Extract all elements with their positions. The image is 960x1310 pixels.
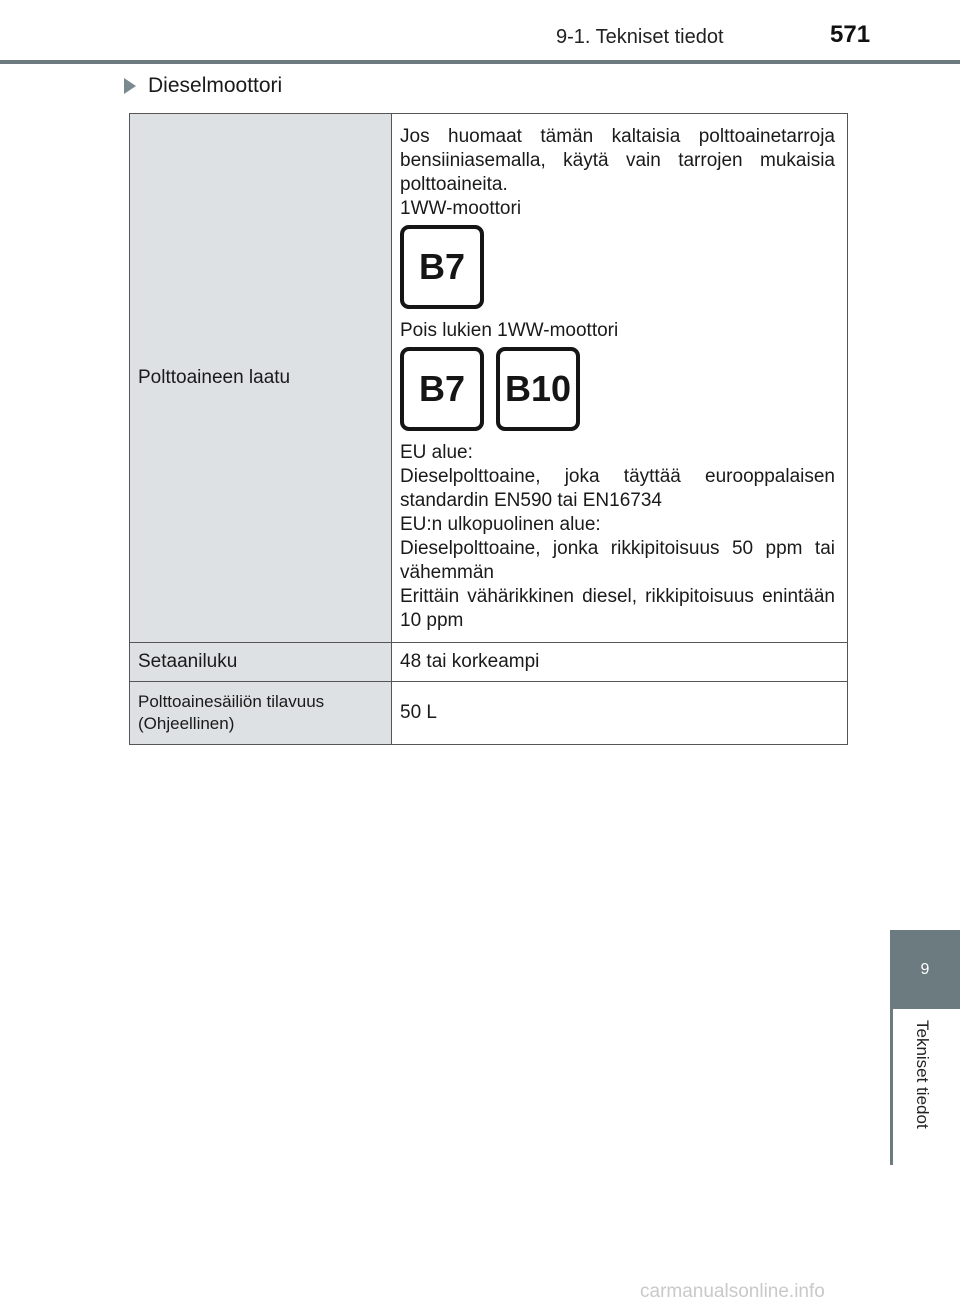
table-row-cetane	[130, 643, 848, 682]
badges-1ww	[400, 225, 835, 309]
header-section-title: 9-1. Tekniset tiedot	[556, 26, 724, 48]
eu-area-text: Dieselpolttoaine, joka täyttää eurooppalaisen standardin EN590 tai EN16734	[400, 466, 835, 511]
chapter-label: Tekniset tiedot	[913, 1020, 932, 1129]
header-rule	[0, 60, 960, 64]
cetane-value: 48 tai korkeampi	[392, 643, 848, 682]
spec-table	[129, 113, 848, 745]
tank-value: 50 L	[392, 682, 848, 745]
fuel-quality-value	[392, 114, 848, 643]
tank-label-line2: (Ohjeellinen)	[138, 714, 235, 733]
watermark: carmanualsonline.info	[640, 1281, 825, 1302]
non-eu-text: Dieselpolttoaine, jonka rikkipitoisuus 50 ppm tai vähemmän	[400, 538, 835, 583]
fuel-label-b7-badge: B7	[400, 225, 484, 309]
fuel-quality-label: Polttoaineen laatu	[130, 114, 392, 643]
section-heading	[124, 74, 282, 98]
tank-label	[130, 682, 392, 745]
table-row-tank	[130, 682, 848, 745]
cetane-label: Setaaniluku	[130, 643, 392, 682]
fuel-label-b7-badge: B7	[400, 347, 484, 431]
chapter-tab	[890, 930, 960, 1009]
chapter-number: 9	[920, 960, 930, 978]
table-row-fuel-quality	[130, 114, 848, 643]
tank-label-line1: Polttoainesäiliön tilavuus	[138, 692, 325, 711]
engine-1ww-label: 1WW-moottori	[400, 198, 522, 219]
eu-area-label: EU alue:	[400, 442, 473, 463]
non-eu-label: EU:n ulkopuolinen alue:	[400, 514, 601, 535]
ultra-low-sulfur-text: Erittäin vähärikkinen diesel, rikkipitoisuus enintään 10 ppm	[400, 586, 835, 631]
fuel-label-b10-badge: B10	[496, 347, 580, 431]
chapter-side-bar	[890, 1009, 893, 1165]
section-heading-text: Dieselmoottori	[148, 74, 283, 97]
engine-other-label: Pois lukien 1WW-moottori	[400, 320, 619, 341]
badges-other	[400, 347, 835, 431]
page-number: 571	[830, 21, 871, 48]
arrow-icon	[124, 78, 136, 94]
fuel-intro-text: Jos huomaat tämän kaltaisia polttoainetarroja bensiiniasemalla, käytä vain tarrojen mukaisia polttoaineita.	[400, 126, 835, 195]
